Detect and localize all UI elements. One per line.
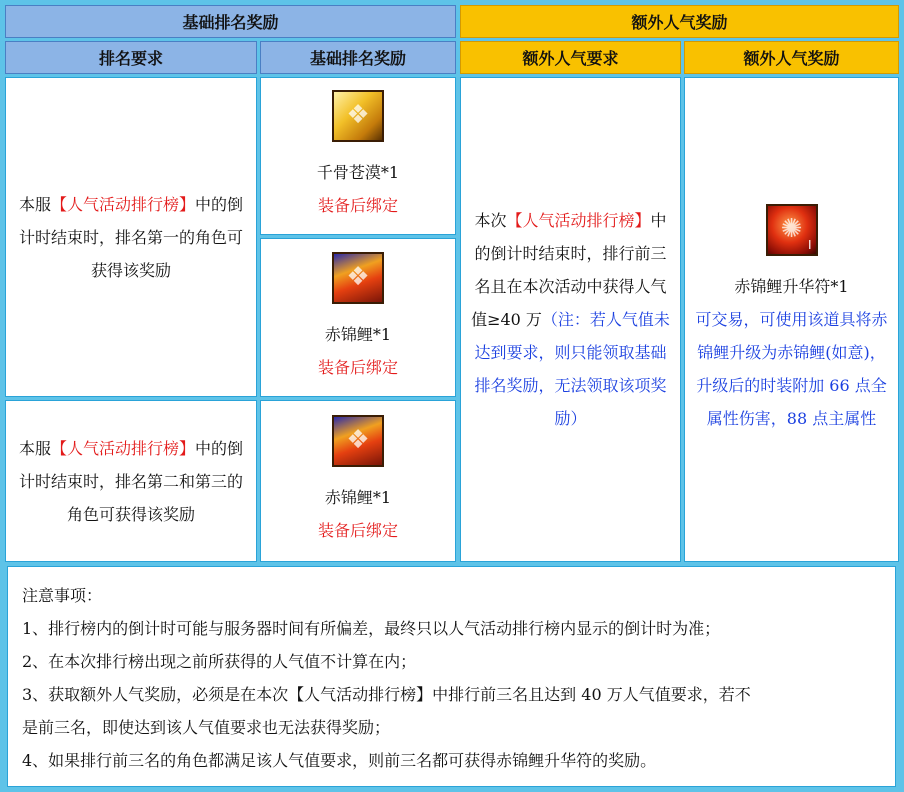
rank-second-third-requirement-text	[18, 432, 244, 531]
req-main: 中的倒计时结束时，排行前三名且在本次活动中获得人气值≥40 万	[471, 211, 667, 329]
reward-description: 可交易，可使用该道具将赤锦鲤升级为赤锦鲤(如意)，升级后的时装附加 66 点全属性伤害，88 点主属性	[695, 310, 888, 428]
reward-chi-jinli-first	[260, 238, 456, 397]
gold-robe-icon[interactable]	[332, 90, 384, 142]
leaderboard-highlight: 【人气活动排行榜】	[50, 438, 195, 458]
extra-popularity-reward	[684, 77, 899, 562]
leaderboard-highlight: 【人气活动排行榜】	[50, 194, 195, 214]
note-item: 2、在本次排行榜出现之前所获得的人气值不计算在内；	[22, 652, 417, 671]
reward-name: 赤锦鲤*1	[324, 488, 392, 507]
header-basic-reward	[260, 41, 456, 74]
charm-glyph: ✺	[780, 214, 803, 244]
rank-second-third-requirement	[5, 400, 257, 562]
reward-bind-note: 装备后绑定	[317, 196, 398, 215]
req-prefix: 本次	[474, 211, 507, 230]
reward-bind-note: 装备后绑定	[317, 521, 398, 540]
notes-section	[7, 566, 896, 787]
header-extra-requirement	[460, 41, 681, 74]
header-rank-requirement	[5, 41, 257, 74]
reward-name: 赤锦鲤*1	[324, 324, 392, 344]
extra-popularity-requirement	[460, 77, 681, 562]
sublimation-charm-icon[interactable]	[766, 204, 818, 256]
reward-bind-note: 装备后绑定	[317, 357, 398, 377]
req-suffix: 中的倒计时结束时，排名第一的角色可获得该奖励	[18, 194, 244, 280]
header-extra-reward	[684, 41, 899, 74]
robe-glyph: ❖	[346, 425, 370, 455]
header-basic-group-label: 基础排名奖励	[182, 13, 279, 32]
header-rank-requirement-label: 排名要求	[98, 49, 163, 68]
robe-glyph: ❖	[346, 261, 370, 292]
note-item: 4、如果排行前三名的角色都满足该人气值要求，则前三名都可获得赤锦鲤升华符的奖励。	[22, 751, 657, 770]
note-item: 是前三名，即使达到该人气值要求也无法获得奖励；	[22, 718, 391, 737]
rank-first-requirement	[5, 77, 257, 397]
header-basic-reward-label: 基础排名奖励	[309, 49, 406, 68]
robe-glyph: ❖	[346, 100, 370, 130]
reward-chi-jinli-second	[260, 400, 456, 562]
note-item: 3、获取额外人气奖励，必须是在本次【人气活动排行榜】中排行前三名且达到 40 万人气值要求，若不	[22, 685, 751, 704]
extra-requirement-text	[471, 204, 670, 435]
notes-title: 注意事项：	[22, 586, 103, 605]
req-prefix: 本服	[18, 438, 51, 458]
leaderboard-highlight: 【人气活动排行榜】	[506, 211, 651, 230]
req-suffix: 中的倒计时结束时，排名第二和第三的角色可获得该奖励	[18, 438, 244, 524]
reward-name: 赤锦鲤升华符*1	[734, 277, 849, 296]
reward-name: 千骨苍漠*1	[316, 163, 400, 182]
header-extra-reward-label: 额外人气奖励	[743, 49, 840, 68]
red-koi-robe-icon[interactable]	[332, 415, 384, 467]
header-extra-group	[460, 5, 899, 38]
req-prefix: 本服	[18, 194, 51, 214]
header-basic-group	[5, 5, 456, 38]
header-extra-group-label: 额外人气奖励	[631, 13, 728, 32]
charm-mark: I	[807, 238, 812, 252]
red-koi-robe-icon[interactable]	[332, 252, 384, 304]
note-item: 1、排行榜内的倒计时可能与服务器时间有所偏差，最终只以人气活动排行榜内显示的倒计时为准；	[22, 619, 721, 638]
req-note: （注：若人气值未达到要求，则只能领取基础排名奖励，无法领取该项奖励）	[474, 310, 670, 428]
rank-first-requirement-text	[18, 188, 244, 287]
reward-qiangu-cangmo	[260, 77, 456, 235]
header-extra-requirement-label: 额外人气要求	[522, 49, 619, 68]
